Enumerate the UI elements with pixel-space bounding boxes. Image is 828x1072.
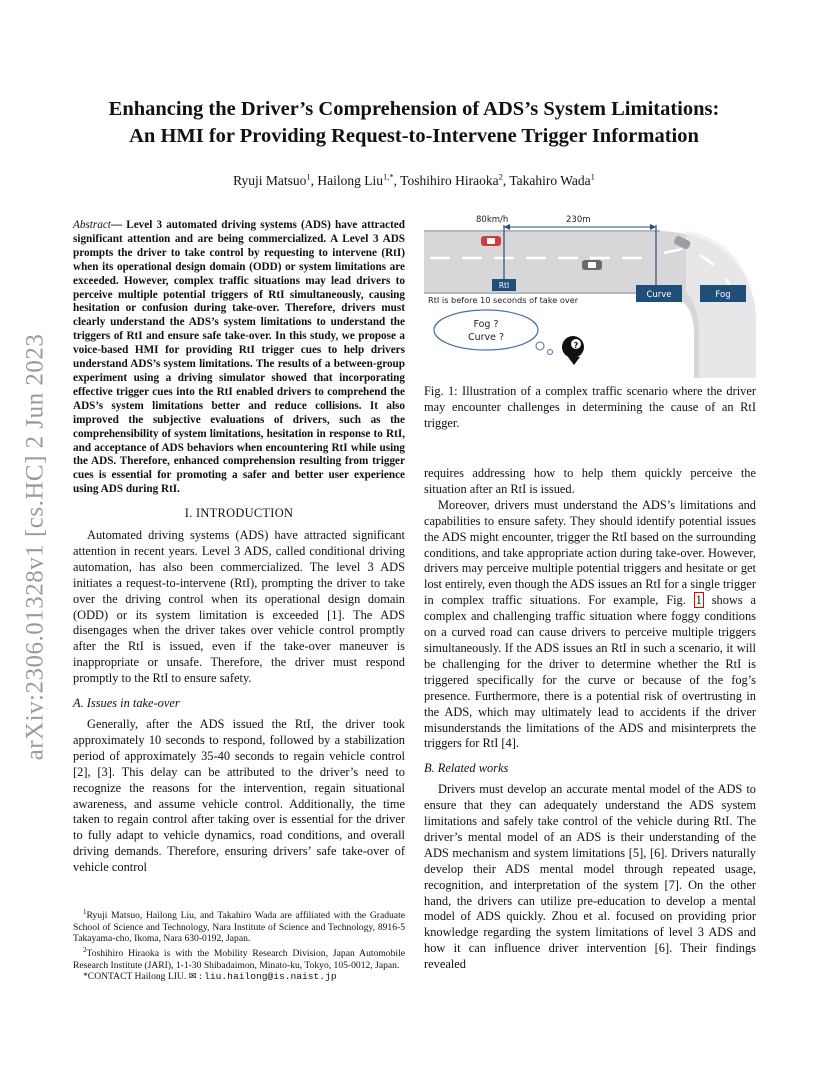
title-line-2: An HMI for Providing Request-to-Intervene Trigger Information	[129, 125, 699, 147]
limitations-paragraph: Moreover, drivers must understand the ADS’s limitations and capabilities to ensure safety. They should identify potential issues the ADS might encounter, trigger the RtI based on the surrounding conditions, and take appropriate action during take-over. However, drivers may perceive multiple potential triggers and hesitate or get lost entirely, even though the ADS issues an RtI for a single trigger in complex traffic situations. For example, Fig. 1 shows a complex and challenging traffic situation where foggy conditions on a curved road can cause drivers to perceive multiple triggers simultaneously. If the ADS issues an RtI in such a scenario, it will be challenging for the driver to determine whether the RtI is triggered specifically for the curve or because of the fog’s presence. Furthermore, there is a potential risk of overtrusting in the ADS, which may ultimately lead to accidents if the driver misunderstands the limitations of the ADS and misinterprets the triggers for RtI [4].	[424, 497, 756, 751]
title-line-1: Enhancing the Driver’s Comprehension of ADS’s System Limitations:	[108, 98, 720, 120]
svg-text:?: ?	[573, 341, 579, 350]
author-list	[60, 171, 768, 189]
distance-label: 230m	[566, 215, 591, 225]
arxiv-stamp	[14, 297, 56, 797]
author-2: Hailong Liu$^{1,*}$,	[317, 171, 401, 188]
intro-paragraph: Automated driving systems (ADS) have attracted significant attention in recent years. Level 3 ADS, called conditional driving automation, has also been commercialized. The level 3 ADS initiates a request-to-intervene (RtI), prompting the driver to take over the driving control when its operational design domain (ODD) or its system limitation is exceeded [1]. The ADS disengages when the driver takes over vehicle control promptly after the RtI is issued, even if the take-over maneuver is inappropriate or unsafe. Therefore, the driver must respond promptly to the RtI to ensure safety.	[73, 528, 405, 686]
subsection-issues-heading: A. Issues in take-over	[73, 696, 180, 711]
abstract-text: — Level 3 automated driving systems (ADS) have attracted significant attention and are being commercialized. A Level 3 ADS prompts the driver to take control by requesting to intervene (RtI) when its operational design domain (ODD) or system limitations are exceeded. However, complex traffic situations may lead drivers to perceive multiple potential triggers of RtI simultaneously, causing hesitation or confusion during take-over. Therefore, drivers must clearly understand the ADS’s system limitations to understand the triggers of RtI and ensure safe take-over. In this study, we propose a voice-based HMI for providing RtI trigger cues to help drivers understand ADS’s system limitations. The results of a between-group experiment using a driving simulator showed that incorporating effective trigger cues into the RtI enabled drivers to comprehend the ADS’s system limitations better and reduce collisions. It also improved the subjective evaluations of drivers, such as the comprehensibility of system limitations, hesitation in response to RtI, and acceptance of ADS behaviors when encountering RtI while using the ADS. Therefore, enhanced comprehension resulting from trigger cues is essential for promoting a safer and better user experience using ADS during RtI.	[73, 219, 405, 496]
other-car-icon	[582, 260, 602, 270]
figure-1	[424, 213, 756, 378]
section-introduction-heading: I. INTRODUCTION	[184, 506, 294, 521]
footnotes	[73, 907, 405, 983]
take-over-continuation: requires addressing how to help them quickly perceive the situation after an RtI is issued.	[424, 466, 756, 496]
speed-label: 80km/h	[476, 215, 509, 225]
issues-paragraph: Generally, after the ADS issued the RtI, the driver took approximately 10 seconds to respond, followed by a stabilization period of approximately 35-40 seconds to regain vehicle control [2], [3]. This delay can be attributed to the driver’s need to recognize the reasons for the intervention, regain situational awareness, and assume vehicle control. Additionally, the time taken to regain control after taking over is essential for the driver to fully adapt to vehicle dynamics, road conditions, and overall driving demands. Therefore, ensuring drivers’ safe take-over of vehicle control	[73, 717, 405, 875]
contact-footnote: *CONTACT Hailong LIU. ✉ : liu.hailong@is.naist.jp	[83, 971, 337, 983]
ego-car-icon	[481, 236, 501, 246]
curve-box-label: Curve	[646, 290, 672, 300]
thought-dot-large	[536, 342, 544, 350]
figure-1-caption: Fig. 1: Illustration of a complex traffic scenario where the driver may encounter challenges in determining the cause of an RtI trigger.	[424, 384, 756, 430]
abstract-label: Abstract	[73, 219, 111, 231]
distance-arrow-head-right	[650, 224, 656, 230]
abstract	[73, 219, 405, 497]
thought-bubble	[434, 310, 538, 350]
contact-email-link[interactable]: liu.hailong@is.naist.jp	[204, 971, 337, 983]
author-4: Takahiro Wada$^1$	[509, 171, 595, 188]
thought-dot-small	[548, 350, 553, 355]
footnote-1: $^1$Ryuji Matsuo, Hailong Liu, and Takahiro Wada are affiliated with the Graduate School of Science and Technology, Nara Institute of Science and Technology, 8916-5 Takayama-cho, Ikoma, Nara 630-0192, Japan.	[73, 908, 405, 945]
author-3: Toshihiro Hiraoka$^2$,	[400, 171, 510, 188]
related-works-paragraph: Drivers must develop an accurate mental model of the ADS to ensure that they can adequately understand the ADS system limitations and safely take control of the vehicle during RtI. The driver’s mental model of an ADS is their understanding of the ADS mechanism and system limitations [5], [6]. Drivers naturally develop their ADS mental model through repeated usage, recognition, and interpretation of the system [7]. On the other hand, the drivers can utilize pre-education to develop a mental model of ADS quickly. Zhou et al. focused on providing prior knowledge regarding the system limitations of level 3 ADS and how it can influence driver intervention [6]. Their findings revealed	[424, 782, 756, 972]
scenario-illustration	[424, 213, 756, 378]
rti-box-label: RtI	[498, 281, 510, 290]
bubble-line-2: Curve ?	[467, 332, 505, 343]
straight-road	[424, 231, 660, 293]
figure-ref-link[interactable]: 1	[695, 593, 702, 608]
confused-driver-icon	[562, 336, 584, 365]
author-1: Ryuji Matsuo$^1$,	[233, 171, 318, 188]
right-column	[424, 466, 756, 973]
arxiv-stamp-text: arXiv:2306.01328v1 [cs.HC] 2 Jun 2023	[21, 333, 48, 761]
rti-note: RtI is before 10 seconds of take over	[428, 295, 579, 305]
footnote-2: $^2$Toshihiro Hiraoka is with the Mobility Research Division, Japan Automobile Research Institute (JARI), 1-1-30 Shibadaimon, Minato-ku, Tokyo, 105-0012, Japan.	[73, 945, 405, 971]
paper-title	[60, 96, 768, 150]
bubble-line-1: Fog ?	[473, 319, 499, 330]
left-column	[73, 219, 405, 876]
subsection-related-works-heading: B. Related works	[424, 761, 509, 776]
fog-box-label: Fog	[715, 290, 731, 300]
